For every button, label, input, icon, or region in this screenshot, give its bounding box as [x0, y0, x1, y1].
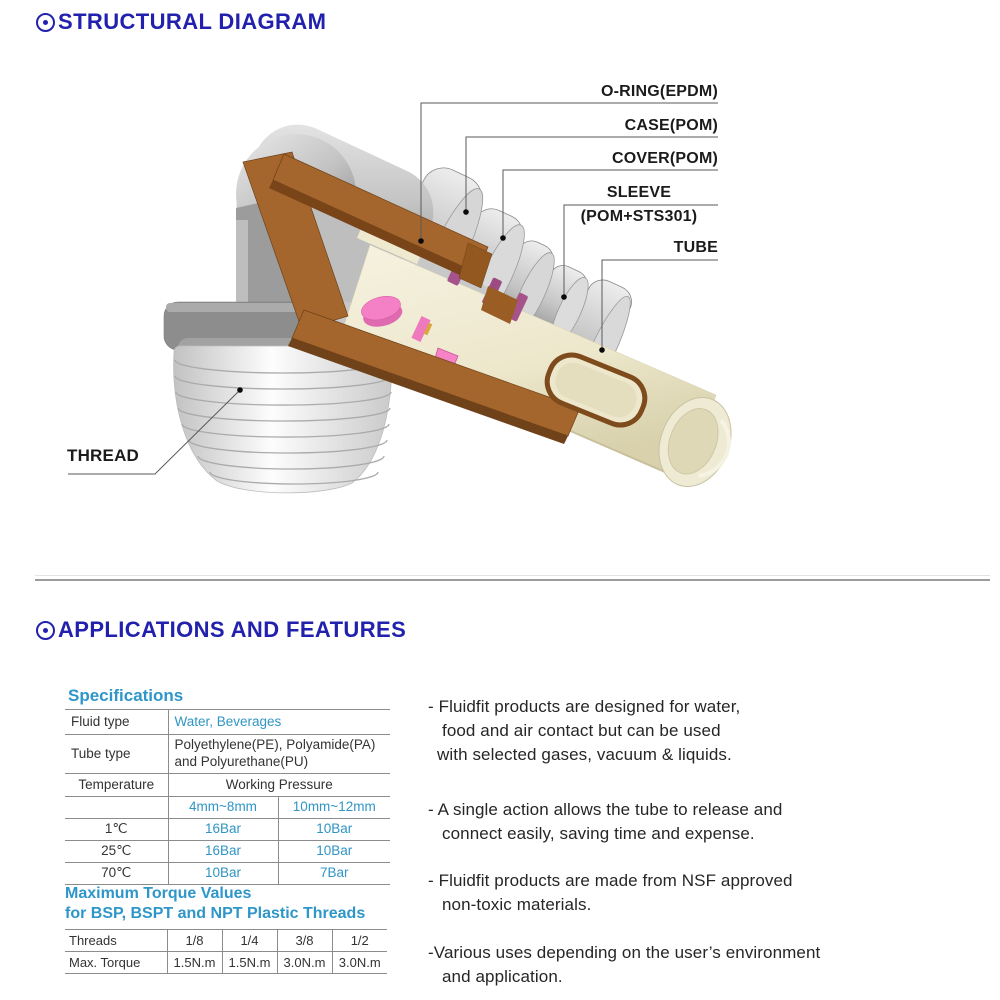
feature-item — [428, 941, 988, 989]
torque-value: 1.5N.m — [222, 952, 277, 974]
temp-value: 1℃ — [65, 819, 168, 841]
cover-leader-line — [503, 170, 718, 238]
feature-item — [428, 798, 988, 846]
table-row — [65, 863, 390, 885]
feature-item — [428, 695, 988, 767]
pressure-value: 10Bar — [168, 863, 278, 885]
size-range-2: 10mm~12mm — [278, 797, 390, 819]
pressure-value: 16Bar — [168, 841, 278, 863]
applications-section-header — [36, 617, 406, 643]
tube-type-value: Polyethylene(PE), Polyamide(PA) and Polyurethane(PU) — [168, 735, 390, 774]
empty-cell — [65, 797, 168, 819]
fluid-type-value: Water, Beverages — [168, 710, 390, 735]
tube-label: TUBE — [673, 239, 718, 256]
pressure-value: 7Bar — [278, 863, 390, 885]
thread-size: 1/4 — [222, 930, 277, 952]
oring-label: O-RING(EPDM) — [600, 83, 718, 100]
table-row — [65, 841, 390, 863]
pressure-value: 10Bar — [278, 819, 390, 841]
structural-section-title: STRUCTURAL DIAGRAM — [58, 9, 327, 34]
applications-section-title: APPLICATIONS AND FEATURES — [58, 617, 407, 642]
torque-title-line1: Maximum Torque Values — [65, 885, 252, 902]
feature-line: with selected gases, vacuum & liquids. — [437, 745, 732, 764]
threads-label: Threads — [65, 930, 167, 952]
thread-size: 1/8 — [167, 930, 222, 952]
section-divider — [35, 579, 990, 581]
tube-type-label: Tube type — [65, 735, 168, 774]
case-leader-dot — [463, 209, 469, 215]
structural-diagram — [40, 80, 740, 510]
cover-leader-dot — [500, 235, 506, 241]
feature-line: - Fluidfit products are made from NSF approved — [428, 871, 793, 890]
structural-section-header — [36, 9, 326, 35]
table-row — [65, 930, 387, 952]
cover-label: COVER(POM) — [612, 150, 718, 167]
thread-size: 3/8 — [277, 930, 332, 952]
torque-table — [65, 929, 387, 974]
torque-value: 1.5N.m — [167, 952, 222, 974]
table-row — [65, 952, 387, 974]
feature-line: -Various uses depending on the user’s environment — [428, 943, 821, 962]
table-row — [65, 819, 390, 841]
size-range-1: 4mm~8mm — [168, 797, 278, 819]
table-row — [65, 735, 390, 774]
feature-line: - A single action allows the tube to release and — [428, 800, 783, 819]
torque-value: 3.0N.m — [332, 952, 387, 974]
feature-line: - Fluidfit products are designed for water, — [428, 697, 741, 716]
sleeve-label-line2: (POM+STS301) — [580, 208, 698, 225]
pressure-value: 10Bar — [278, 841, 390, 863]
temp-value: 25℃ — [65, 841, 168, 863]
oring-leader-dot — [418, 238, 424, 244]
sleeve-label-line1: SLEEVE — [606, 184, 672, 201]
torque-value: 3.0N.m — [277, 952, 332, 974]
max-torque-label: Max. Torque — [65, 952, 167, 974]
sleeve-leader-dot — [561, 294, 567, 300]
fluid-type-label: Fluid type — [65, 710, 168, 735]
thread-leader-dot — [237, 387, 243, 393]
table-row — [65, 774, 390, 797]
feature-item — [428, 869, 988, 917]
tube-leader-dot — [599, 347, 605, 353]
case-label: CASE(POM) — [624, 117, 718, 134]
feature-line: connect easily, saving time and expense. — [442, 824, 755, 843]
thread-size: 1/2 — [332, 930, 387, 952]
fitting-cutaway-illustration — [40, 80, 740, 510]
feature-line: and application. — [442, 967, 563, 986]
pressure-value: 16Bar — [168, 819, 278, 841]
torque-title-line2: for BSP, BSPT and NPT Plastic Threads — [65, 905, 366, 922]
table-row — [65, 797, 390, 819]
specifications-table — [65, 709, 390, 885]
thread-label: THREAD — [67, 446, 140, 465]
working-pressure-label: Working Pressure — [168, 774, 390, 797]
specifications-title: Specifications — [68, 686, 184, 705]
feature-line: food and air contact but can be used — [442, 721, 721, 740]
temp-value: 70℃ — [65, 863, 168, 885]
feature-line: non-toxic materials. — [442, 895, 592, 914]
section-divider-highlight — [35, 575, 990, 576]
bullseye-icon — [36, 621, 55, 640]
temperature-label: Temperature — [65, 774, 168, 797]
bullseye-icon — [36, 13, 55, 32]
table-row — [65, 710, 390, 735]
